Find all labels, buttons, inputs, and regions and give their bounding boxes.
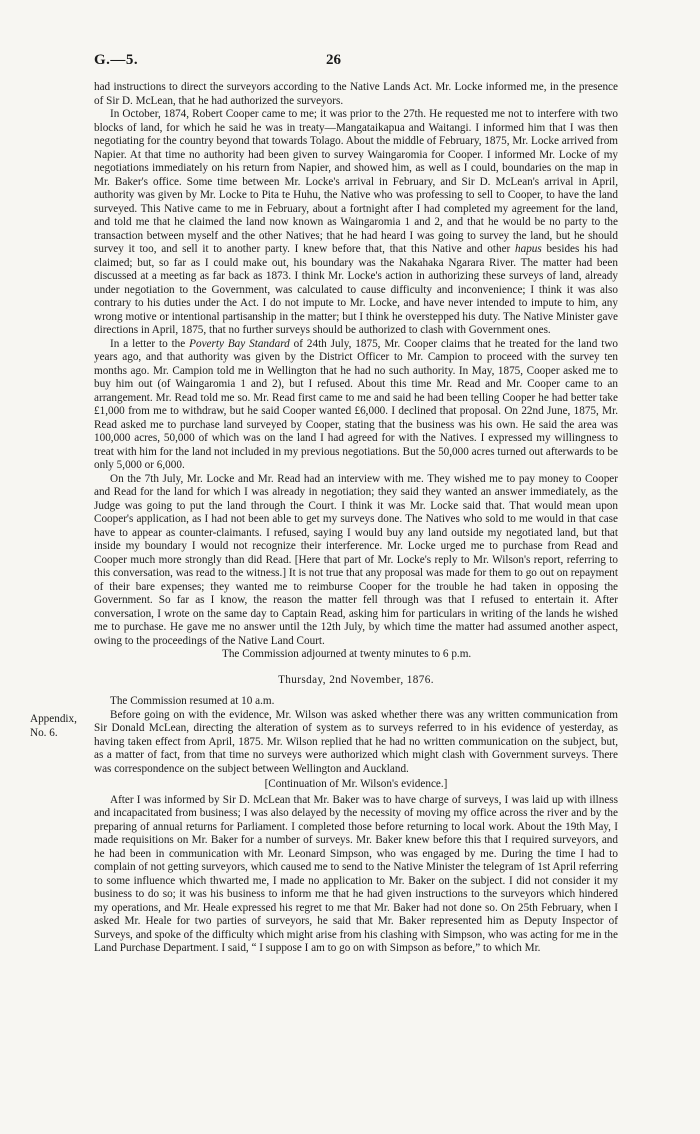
paragraph: had instructions to direct the surveyors according to the Native Lands Act. Mr. Locke informed me, in the presence of Sir D. McLean, that he had authorized the surveyors. bbox=[94, 81, 618, 107]
margin-note-line: No. 6. bbox=[30, 726, 58, 739]
paragraph-text: of 24th July, 1875, Mr. Cooper claims that he treated for the land two years ago, and that authority was given by the District Officer to Mr. Campion to proceed with the survey ten months ago. Mr. Campion told me in Wellington that he had no such authority. In May, 1875, Cooper asked me to buy him out (of Waingaromia 1 and 2), but I refused. About this time Mr. Read and Mr. Cooper came to an arrangement. Mr. Read told me so. Mr. Read first came to me and said he had been telling Cooper he had better take £1,000 from me to withdraw, but he said Cooper wanted £6,000. I declined that proposal. On 22nd June, 1875, Mr. Read asked me to purchase land surveyed by Cooper, stating that the business was his own. He said the area was 100,000 acres, 50,000 of which was on the land I had agreed for with the Natives. I expressed my willingness to treat with him for the land not included in my previous negotiations. But the 50,000 acres turned out afterwards to be only 5,000 or 6,000. bbox=[94, 337, 618, 471]
italic-term: hapus bbox=[515, 243, 542, 255]
paragraph-text: besides his had claimed; but, so far as I could make out, his boundary was the Nakahaka Ngarara River. The matter had been discussed at a meeting as far back as 1873. I think Mr. Locke's action in authorizing these surveys of land, already under negotiation to the Government, was calculated to cause difficulty and inconvenience; I think it was also contrary to his duties under the Act. I do not impute to Mr. Locke, and have never intended to impute to him, any wrong motive or intentional partisanship in the matter; but I think he overstepped his duty. The Native Minister gave directions in April, 1875, that no further surveys should be authorized to clash with Government ones. bbox=[94, 243, 618, 336]
margin-note bbox=[30, 713, 90, 740]
adjournment-note: The Commission adjourned at twenty minutes to 6 p.m. bbox=[222, 648, 472, 660]
paragraph-text: In October, 1874, Robert Cooper came to me; it was prior to the 27th. He requested me not to interfere with two blocks of land, for which he said he was in treaty—Mangataikapua and Waitangi. I informed him that I was then negotiating for the country beyond that towards Tolago. About the middle of February, 1875, Mr. Locke arrived from Napier. At that time no authority had been given to survey Waingaromia for Cooper. I informed Mr. Locke of my negotiations immediately on his return from Napier, and showed him, as well as I could, boundaries on the map in Mr. Baker's office. Some time between Mr. Locke's arrival in February, and Sir D. McLean's arrival in April, authority was given by Mr. Locke to Pita te Huhu, the Native who was professing to sell to Cooper, to have the land surveyed. This Native came to me in February, about a fortnight after I had completed my agreement for the land, and told me that he claimed the land now known as Waingaromia 1 and 2, and that he would be no party to the transaction between myself and the other Natives; that he had heard I was going to survey the land, but he should survey it too, and sell it to another party. I knew before that, that this Native and other bbox=[94, 108, 618, 255]
margin-note-line: Appendix, bbox=[30, 713, 77, 725]
newspaper-title: Poverty Bay Standard bbox=[189, 337, 290, 350]
session-date: Thursday, 2nd November, 1876. bbox=[278, 673, 434, 686]
document-reference: G.—5. bbox=[94, 52, 139, 68]
continuation-heading: [Continuation of Mr. Wilson's evidence.] bbox=[264, 778, 448, 790]
paragraph bbox=[94, 108, 618, 338]
paragraph: The Commission resumed at 10 a.m. bbox=[110, 695, 275, 707]
paragraph-text: In a letter to the bbox=[110, 337, 186, 350]
page-number: 26 bbox=[326, 52, 341, 68]
document-body bbox=[94, 81, 618, 956]
paragraph: On the 7th July, Mr. Locke and Mr. Read had an interview with me. They wished me to pay money to Cooper and Read for the land for which I was already in negotiation; they said they wanted an answer immediately, as the Judge was going to put the land through the Court. I think it was Mr. Locke said that. That would mean upon Cooper's application, as I had not been able to get my surveys done. The Natives who sold to me would in that case have to appear as counter-claimants. I refused, saying I would buy any land outside my negotiated land, but that inside my boundary I would not recognize their interference. Mr. Locke urged me to purchase from Read and Cooper much more strongly than did Read. [Here that part of Mr. Locke's reply to Mr. Wilson's report, referring to this conversation, was read to the witness.] It is not true that any proposal was made for them to go out on repayment of their bare expenses; they wanted me to reimburse Cooper for the trouble he had taken in opposing the Government. So far as I know, the reason the matter fell through was that I refused to entertain it. After conversation, I wrote on the same day to Captain Read, asking him for particulars in writing of the lands he wished me to purchase. He gave me no answer until the 12th July, by which time the matter had assumed another aspect, owing to the proceedings of the Native Land Court. bbox=[94, 472, 618, 647]
paragraph: Before going on with the evidence, Mr. Wilson was asked whether there was any written communication from Sir Donald McLean, directing the alteration of system as to surveys referred to in his evidence of yesterday, as having taken effect from April, 1875. Mr. Wilson replied that he had no written communication on the subject, but, as a matter of fact, from that time no surveys were authorized which might clash with Government surveys. There was correspondence on the subject between Wellington and Auckland. bbox=[94, 708, 618, 775]
paragraph bbox=[94, 338, 618, 473]
paragraph: After I was informed by Sir D. McLean that Mr. Baker was to have charge of surveys, I was laid up with illness and incapacitated from business; I was also delayed by the necessity of moving my office across the river and by the preparing of annual returns for Parliament. I completed those before returning to local work. About the 19th May, I made requisitions on Mr. Baker for a number of surveys. Mr. Baker knew before this that I required surveyors, and he had been in communication with Mr. Leonard Simpson, who was engaged by me. During the time I had to complain of not getting surveyors, which caused me to send to the Native Minister the telegram of 1st April referring to some influence which thwarted me, I made no application to Mr. Baker on the subject. I did not consider it my business to do so; it was his business to inform me that he had given instructions to the surveyors which hindered my operations, and Mr. Heale expressed his regret to me that Mr. Baker had not done so. On 25th February, when I asked Mr. Heale for two parties of surveyors, he said that Mr. Baker represented him as Deputy Inspector of Surveys, and spoke of the difficulty which might arise from his clashing with Simpson, who was acting for me in the Land Purchase Department. I said, “ I suppose I am to go on with Simpson as before,” to which Mr. bbox=[94, 793, 618, 954]
